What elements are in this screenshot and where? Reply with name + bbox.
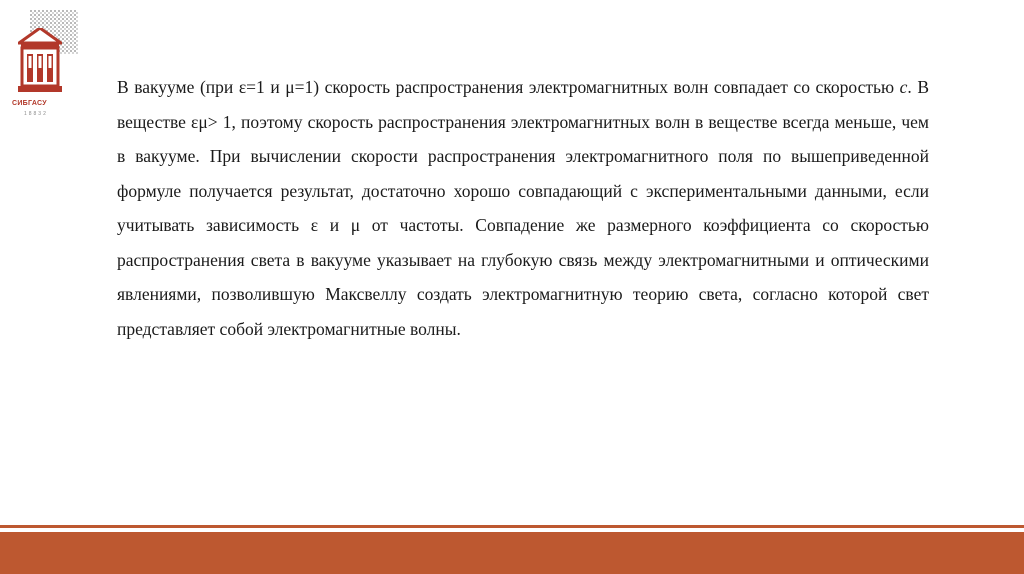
footer-band xyxy=(0,532,1024,574)
logo-subcaption: 1 8 8 3 2 xyxy=(24,111,47,117)
institution-logo xyxy=(12,10,78,117)
slide-body xyxy=(117,70,929,346)
body-text-part-1: В вакууме (при ε=1 и μ=1) скорость распространения электромагнитных волн совпадает со скоростью xyxy=(117,77,900,97)
speed-of-light-symbol: c xyxy=(899,77,908,97)
logo-caption: СИБГАСУ xyxy=(12,100,47,107)
body-text-part-2: . В веществе εμ> 1, поэтому скорость распространения электромагнитных волн в веществе всегда меньше, чем в вакууме. При вычислении скорости распространения электромагнитного поля по вышеприведенной формуле получается результат, достаточно хорошо совпадающий с экспериментальными данными, если учитывать зависимость ε и μ от частоты. Совпадение же размерного коэффициента со скоростью распространения света в вакууме указывает на глубокую связь между электромагнитными и оптическими явлениями, позволившую Максвеллу создать электромагнитную теорию света, согласно которой свет представляет собой электромагнитные волны. xyxy=(117,77,929,339)
building-icon xyxy=(18,28,62,100)
footer-divider-line xyxy=(0,525,1024,528)
body-paragraph xyxy=(117,70,929,346)
